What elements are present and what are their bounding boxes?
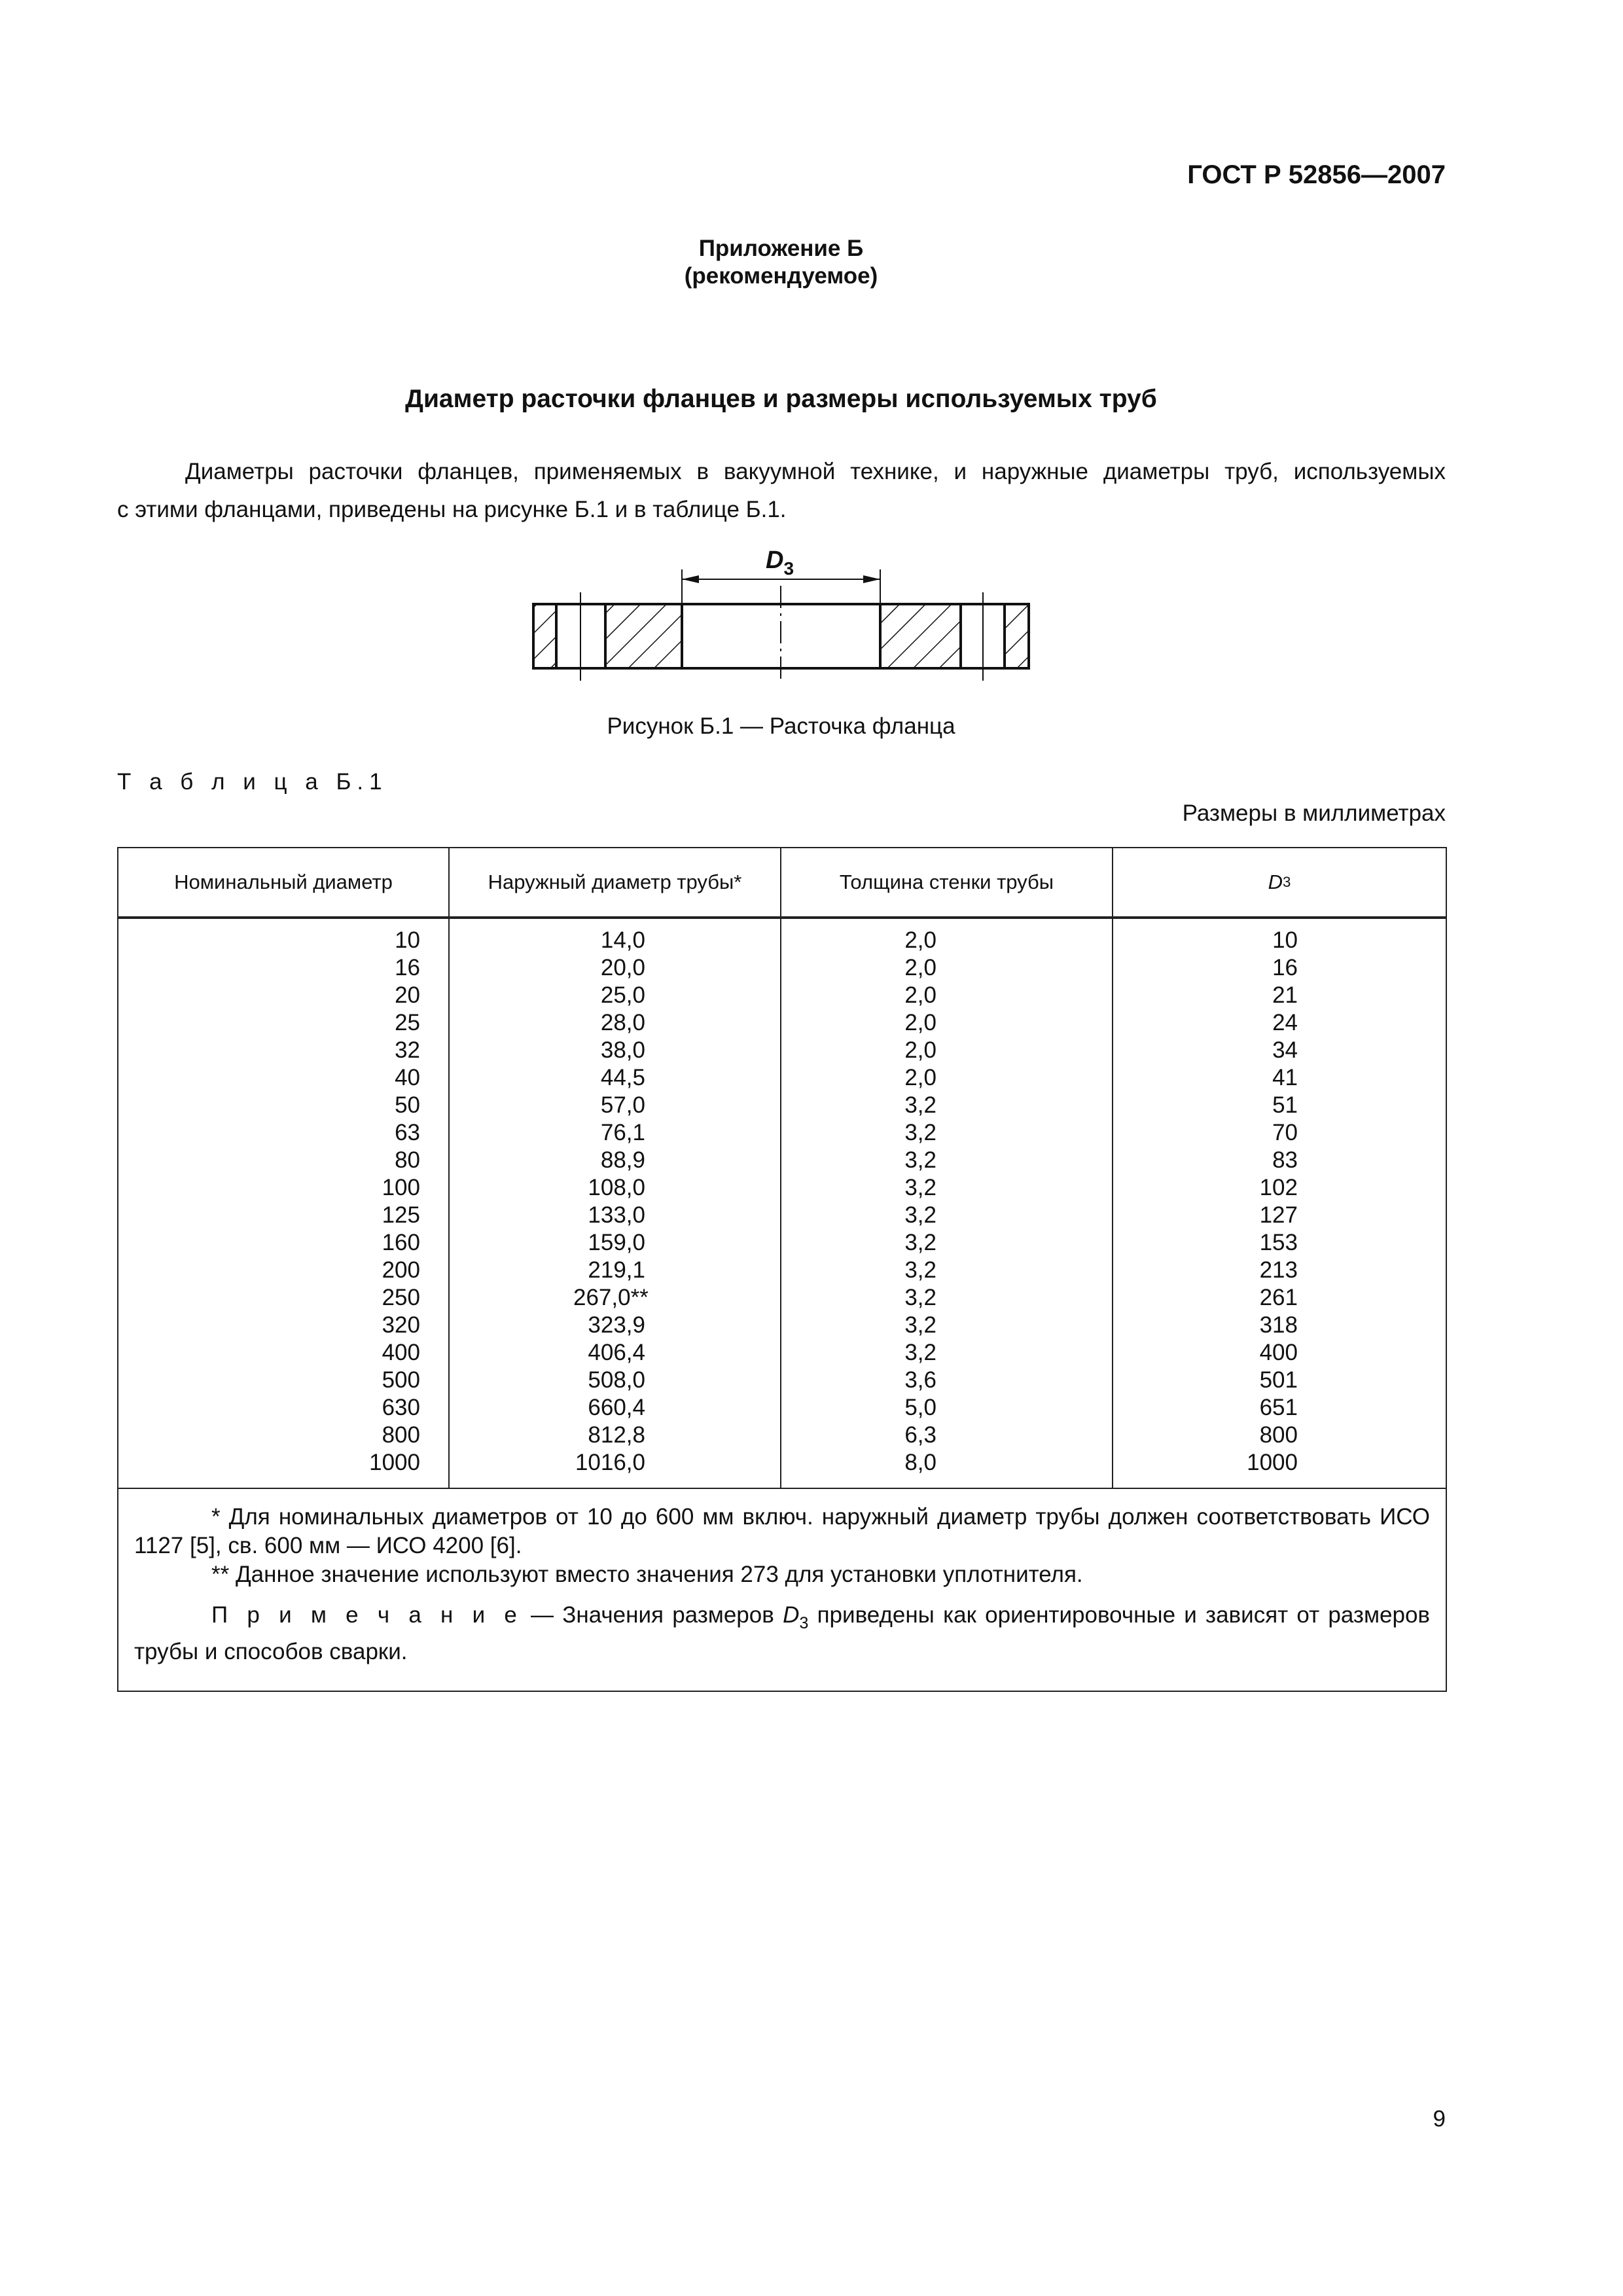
table-cell: 153 <box>1259 1230 1298 1255</box>
table-cell: 3,2 <box>904 1230 936 1255</box>
table-cell: 267,0** <box>573 1285 649 1310</box>
table-cell: 3,2 <box>904 1092 936 1118</box>
table-cell: 70 <box>1272 1120 1298 1145</box>
table-cell: 6,3 <box>904 1422 936 1448</box>
figure-caption: Рисунок Б.1 — Расточка фланца <box>607 713 955 739</box>
table-cell: 1000 <box>1247 1450 1298 1475</box>
page-number: 9 <box>1433 2106 1446 2132</box>
table-cell: 2,0 <box>904 1065 936 1090</box>
table-cell: 14,0 <box>600 927 645 953</box>
table-cell: 108,0 <box>588 1175 645 1200</box>
header-outer-diameter: Наружный диаметр трубы* <box>488 870 742 893</box>
column-divider <box>1112 848 1113 1488</box>
table-cell: 100 <box>382 1175 420 1200</box>
table-cell: 5,0 <box>904 1395 936 1420</box>
table-cell: 159,0 <box>588 1230 645 1255</box>
left-inner-section <box>605 604 682 668</box>
units-note: Размеры в миллиметрах <box>1182 800 1446 826</box>
table-cell: 51 <box>1272 1092 1298 1118</box>
table-cell: 20 <box>395 982 420 1008</box>
table-cell: 16 <box>1272 955 1298 980</box>
column-d3 <box>1244 927 1298 1477</box>
table-cell: 25 <box>395 1010 420 1035</box>
annex-title: Приложение Б <box>698 236 864 261</box>
table-cell: 50 <box>395 1092 420 1118</box>
table-cell: 102 <box>1259 1175 1298 1200</box>
table-cell: 44,5 <box>600 1065 645 1090</box>
table-cell: 25,0 <box>600 982 645 1008</box>
table-cell: 508,0 <box>588 1367 645 1393</box>
table-cell: 24 <box>1272 1010 1298 1035</box>
table-cell: 400 <box>1259 1340 1298 1365</box>
section-title: Диаметр расточки фланцев и размеры используемых труб <box>405 385 1157 413</box>
table-cell: 127 <box>1259 1202 1298 1228</box>
table-cell: 200 <box>382 1257 420 1283</box>
table-cell: 500 <box>382 1367 420 1393</box>
table-cell: 812,8 <box>588 1422 645 1448</box>
notes-separator <box>118 1488 1446 1489</box>
table-cell: 40 <box>395 1065 420 1090</box>
table-cell: 10 <box>395 927 420 953</box>
table-cell: 3,2 <box>904 1312 936 1338</box>
table-cell: 28,0 <box>600 1010 645 1035</box>
intro-paragraph <box>117 453 1446 529</box>
table-cell: 323,9 <box>588 1312 645 1338</box>
table-cell: 38,0 <box>600 1037 645 1063</box>
table-cell: 250 <box>382 1285 420 1310</box>
table-cell: 3,2 <box>904 1285 936 1310</box>
table-cell: 501 <box>1259 1367 1298 1393</box>
table-cell: 318 <box>1259 1312 1298 1338</box>
table-cell: 213 <box>1259 1257 1298 1283</box>
table-cell: 41 <box>1272 1065 1298 1090</box>
table-note: П р и м е ч а н и е — Значения размеров $D_3$ приведены как ориентировочные и зависят от размеров трубы и способов сварки. <box>134 1602 1431 1664</box>
table-cell: 3,2 <box>904 1202 936 1228</box>
table-cell: 76,1 <box>600 1120 645 1145</box>
table-cell: 1000 <box>369 1450 420 1475</box>
table-cell: 34 <box>1272 1037 1298 1063</box>
table-cell: 800 <box>1259 1422 1298 1448</box>
column-nominal <box>369 927 420 1477</box>
header-wall-thickness: Толщина стенки трубы <box>839 870 1054 893</box>
table-cell: 80 <box>395 1147 420 1173</box>
table-cell: 1016,0 <box>575 1450 645 1475</box>
table-cell: 261 <box>1259 1285 1298 1310</box>
table-cell: 3,2 <box>904 1120 936 1145</box>
table-cell: 133,0 <box>588 1202 645 1228</box>
standard-number: ГОСТ Р 52856—2007 <box>1187 160 1446 189</box>
table-cell: 57,0 <box>600 1092 645 1118</box>
table-cell: 651 <box>1259 1395 1298 1420</box>
table-cell: 3,2 <box>904 1340 936 1365</box>
table-cell: 2,0 <box>904 927 936 953</box>
table-cell: 320 <box>382 1312 420 1338</box>
table-cell: 2,0 <box>904 982 936 1008</box>
table-cell: 660,4 <box>588 1395 645 1420</box>
header-nominal: Номинальный диаметр <box>174 870 393 893</box>
table-cell: 3,6 <box>904 1367 936 1393</box>
header-d3: D 3 <box>1268 870 1291 893</box>
column-divider <box>448 848 450 1488</box>
table-cell: 3,2 <box>904 1147 936 1173</box>
column-outer-diameter <box>573 927 649 1477</box>
footnote-star1: * Для номинальных диаметров от 10 до 600 мм включ. наружный диаметр трубы должен соответствовать ИСО 1127 [5], св. 600 мм — ИСО 4200 [6]. <box>134 1504 1430 1558</box>
table-cell: 3,2 <box>904 1257 936 1283</box>
intro-line-1: Диаметры расточки фланцев, применяемых в вакуумной технике, и наружные диаметры труб, используемых <box>185 459 1446 484</box>
column-divider <box>780 848 781 1488</box>
table-cell: 20,0 <box>600 955 645 980</box>
table-cell: 88,9 <box>600 1147 645 1173</box>
table-cell: 406,4 <box>588 1340 645 1365</box>
table-b1 <box>117 847 1447 1692</box>
table-cell: 219,1 <box>588 1257 645 1283</box>
table-cell: 2,0 <box>904 955 936 980</box>
footnote-star2: ** Данное значение используют вместо значения 273 для установки уплотнителя. <box>211 1562 1083 1587</box>
right-outer-section <box>1005 604 1029 668</box>
table-cell: 16 <box>395 955 420 980</box>
intro-line-2: с этими фланцами, приведены на рисунке Б.1 и в таблице Б.1. <box>117 497 787 522</box>
table-cell: 83 <box>1272 1147 1298 1173</box>
d3-label: $D_3$ <box>766 547 794 579</box>
table-cell: 32 <box>395 1037 420 1063</box>
table-notes <box>134 1503 1430 1666</box>
table-cell: 630 <box>382 1395 420 1420</box>
table-cell: 21 <box>1272 982 1298 1008</box>
table-cell: 160 <box>382 1230 420 1255</box>
table-cell: 800 <box>382 1422 420 1448</box>
left-outer-section <box>533 604 556 668</box>
table-cell: 8,0 <box>904 1450 936 1475</box>
flange-figure <box>517 537 1041 700</box>
table-cell: 3,2 <box>904 1175 936 1200</box>
table-cell: 400 <box>382 1340 420 1365</box>
table-cell: 2,0 <box>904 1037 936 1063</box>
table-label: Т а б л и ц а Б.1 <box>117 769 388 795</box>
header-separator <box>118 916 1446 919</box>
table-cell: 125 <box>382 1202 420 1228</box>
table-cell: 2,0 <box>904 1010 936 1035</box>
annex-status: (рекомендуемое) <box>684 263 878 289</box>
table-cell: 10 <box>1272 927 1298 953</box>
table-cell: 63 <box>395 1120 420 1145</box>
right-inner-section <box>880 604 961 668</box>
column-wall-thickness <box>893 927 936 1477</box>
